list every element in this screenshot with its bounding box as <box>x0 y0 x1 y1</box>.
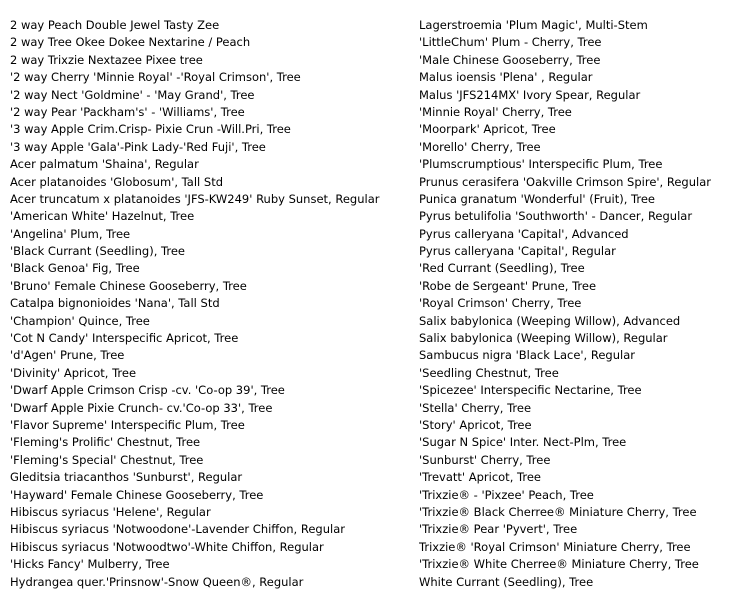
plant-list-item: 'Story' Apricot, Tree <box>419 417 532 432</box>
plant-list-item: 'Hicks Fancy' Mulberry, Tree <box>10 557 170 572</box>
plant-list-item: Punica granatum 'Wonderful' (Fruit), Tree <box>419 191 655 206</box>
plant-list-item: Salix babylonica (Weeping Willow), Advanced <box>419 313 681 328</box>
plant-list-item: Hibiscus syriacus 'Notwoodone'-Lavender Chiffon, Regular <box>10 522 345 537</box>
plant-list-item: 'Moorpark' Apricot, Tree <box>419 122 556 137</box>
plant-list-item: 'Sugar N Spice' Inter. Nect-Plm, Tree <box>419 435 627 450</box>
plant-list-item: '3 way Apple Crim.Crisp- Pixie Crun -Will.Pri, Tree <box>10 122 291 137</box>
plant-list-item: Acer palmatum 'Shaina', Regular <box>10 157 199 172</box>
plant-list-item: 'American White' Hazelnut, Tree <box>10 209 195 224</box>
plant-list-item: 'Cot N Candy' Interspecific Apricot, Tree <box>10 331 239 346</box>
plant-list-item: 'Seedling Chestnut, Tree <box>419 365 559 380</box>
plant-list-item: Trixzie® 'Royal Crimson' Miniature Cherry, Tree <box>419 539 691 554</box>
plant-list-item: 2 way Tree Okee Dokee Nextarine / Peach <box>10 35 251 50</box>
plant-list-item: 'Flavor Supreme' Interspecific Plum, Tree <box>10 417 245 432</box>
plant-list-item: 'Minnie Royal' Cherry, Tree <box>419 104 572 119</box>
plant-list-item: Lagerstroemia 'Plum Magic', Multi-Stem <box>419 18 648 32</box>
plant-list-item: '3 way Apple 'Gala'-Pink Lady-'Red Fuji', Tree <box>10 139 266 154</box>
plant-list-item: 'Robe de Sergeant' Prune, Tree <box>419 278 597 293</box>
plant-list-item: 'Trixzie® Black Cherree® Miniature Cherry, Tree <box>419 504 697 519</box>
plant-list-item: 'Trixzie® Pear 'Pyvert', Tree <box>419 522 578 537</box>
left-plant-column <box>10 17 410 591</box>
plant-list-item: 'Dwarf Apple Pixie Crunch- cv.'Co-op 33', Tree <box>10 400 273 415</box>
plant-list-item: 'LittleChum' Plum - Cherry, Tree <box>419 35 602 50</box>
plant-list-item: 2 way Peach Double Jewel Tasty Zee <box>10 18 220 32</box>
plant-list-item: 'Bruno' Female Chinese Gooseberry, Tree <box>10 278 247 293</box>
plant-list-item: 'Champion' Quince, Tree <box>10 313 150 328</box>
plant-list-item: 'Spicezee' Interspecific Nectarine, Tree <box>419 383 642 398</box>
plant-list-item: 'Morello' Cherry, Tree <box>419 139 541 154</box>
plant-list-item: 'Angelina' Plum, Tree <box>10 226 131 241</box>
plant-list-item: 'Hayward' Female Chinese Gooseberry, Tree <box>10 487 264 502</box>
plant-list-item: Prunus cerasifera 'Oakville Crimson Spire', Regular <box>419 174 711 189</box>
plant-list-item: 2 way Trixzie Nextazee Pixee tree <box>10 52 203 67</box>
plant-list-item: Pyrus betulifolia 'Southworth' - Dancer, Regular <box>419 209 693 224</box>
plant-list-item: 'Black Currant (Seedling), Tree <box>10 244 185 259</box>
plant-list-item: 'Fleming's Special' Chestnut, Tree <box>10 452 204 467</box>
plant-list-item: 'Plumscrumptious' Interspecific Plum, Tree <box>419 157 663 172</box>
plant-list-item: 'Trixzie® - 'Pixzee' Peach, Tree <box>419 487 594 502</box>
plant-list-item: 'Trevatt' Apricot, Tree <box>419 470 541 485</box>
plant-list-item: 'Trixzie® White Cherree® Miniature Cherry, Tree <box>419 557 699 572</box>
plant-list-item: Acer platanoides 'Globosum', Tall Std <box>10 174 224 189</box>
plant-list-item: Pyrus calleryana 'Capital', Regular <box>419 244 616 259</box>
plant-list-item: 'Fleming's Prolific' Chestnut, Tree <box>10 435 201 450</box>
plant-list-item: Catalpa bignonioides 'Nana', Tall Std <box>10 296 220 311</box>
plant-list-item: Malus 'JFS214MX' Ivory Spear, Regular <box>419 87 641 102</box>
plant-list-item: 'Royal Crimson' Cherry, Tree <box>419 296 582 311</box>
plant-list-item: Malus ioensis 'Plena' , Regular <box>419 70 593 85</box>
plant-list-item: Sambucus nigra 'Black Lace', Regular <box>419 348 635 363</box>
plant-list-item: '2 way Cherry 'Minnie Royal' -'Royal Crimson', Tree <box>10 70 301 85</box>
plant-list-item: 'Black Genoa' Fig, Tree <box>10 261 140 276</box>
plant-list-item: '2 way Nect 'Goldmine' - 'May Grand', Tree <box>10 87 255 102</box>
plant-list-item: 'Red Currant (Seedling), Tree <box>419 261 585 276</box>
plant-list-item: Hibiscus syriacus 'Notwoodtwo'-White Chiffon, Regular <box>10 539 324 554</box>
right-plant-column <box>419 17 729 591</box>
plant-list-item: Salix babylonica (Weeping Willow), Regular <box>419 331 668 346</box>
plant-list-item: '2 way Pear 'Packham's' - 'Williams', Tree <box>10 104 245 119</box>
plant-list-item: Hydrangea quer.'Prinsnow'-Snow Queen®, Regular <box>10 574 304 589</box>
plant-list-item: 'd'Agen' Prune, Tree <box>10 348 125 363</box>
plant-list-item: Pyrus calleryana 'Capital', Advanced <box>419 226 629 241</box>
plant-list-item: 'Sunburst' Cherry, Tree <box>419 452 551 467</box>
plant-list-item: Gleditsia triacanthos 'Sunburst', Regular <box>10 470 243 485</box>
plant-list-item: Hibiscus syriacus 'Helene', Regular <box>10 504 211 519</box>
plant-list-item: White Currant (Seedling), Tree <box>419 574 594 589</box>
plant-list-item: 'Male Chinese Gooseberry, Tree <box>419 52 601 67</box>
plant-list-item: Acer truncatum x platanoides 'JFS-KW249' Ruby Sunset, Regular <box>10 191 380 206</box>
plant-list-item: 'Dwarf Apple Crimson Crisp -cv. 'Co-op 39', Tree <box>10 383 285 398</box>
plant-list-item: 'Divinity' Apricot, Tree <box>10 365 137 380</box>
plant-list-item: 'Stella' Cherry, Tree <box>419 400 532 415</box>
